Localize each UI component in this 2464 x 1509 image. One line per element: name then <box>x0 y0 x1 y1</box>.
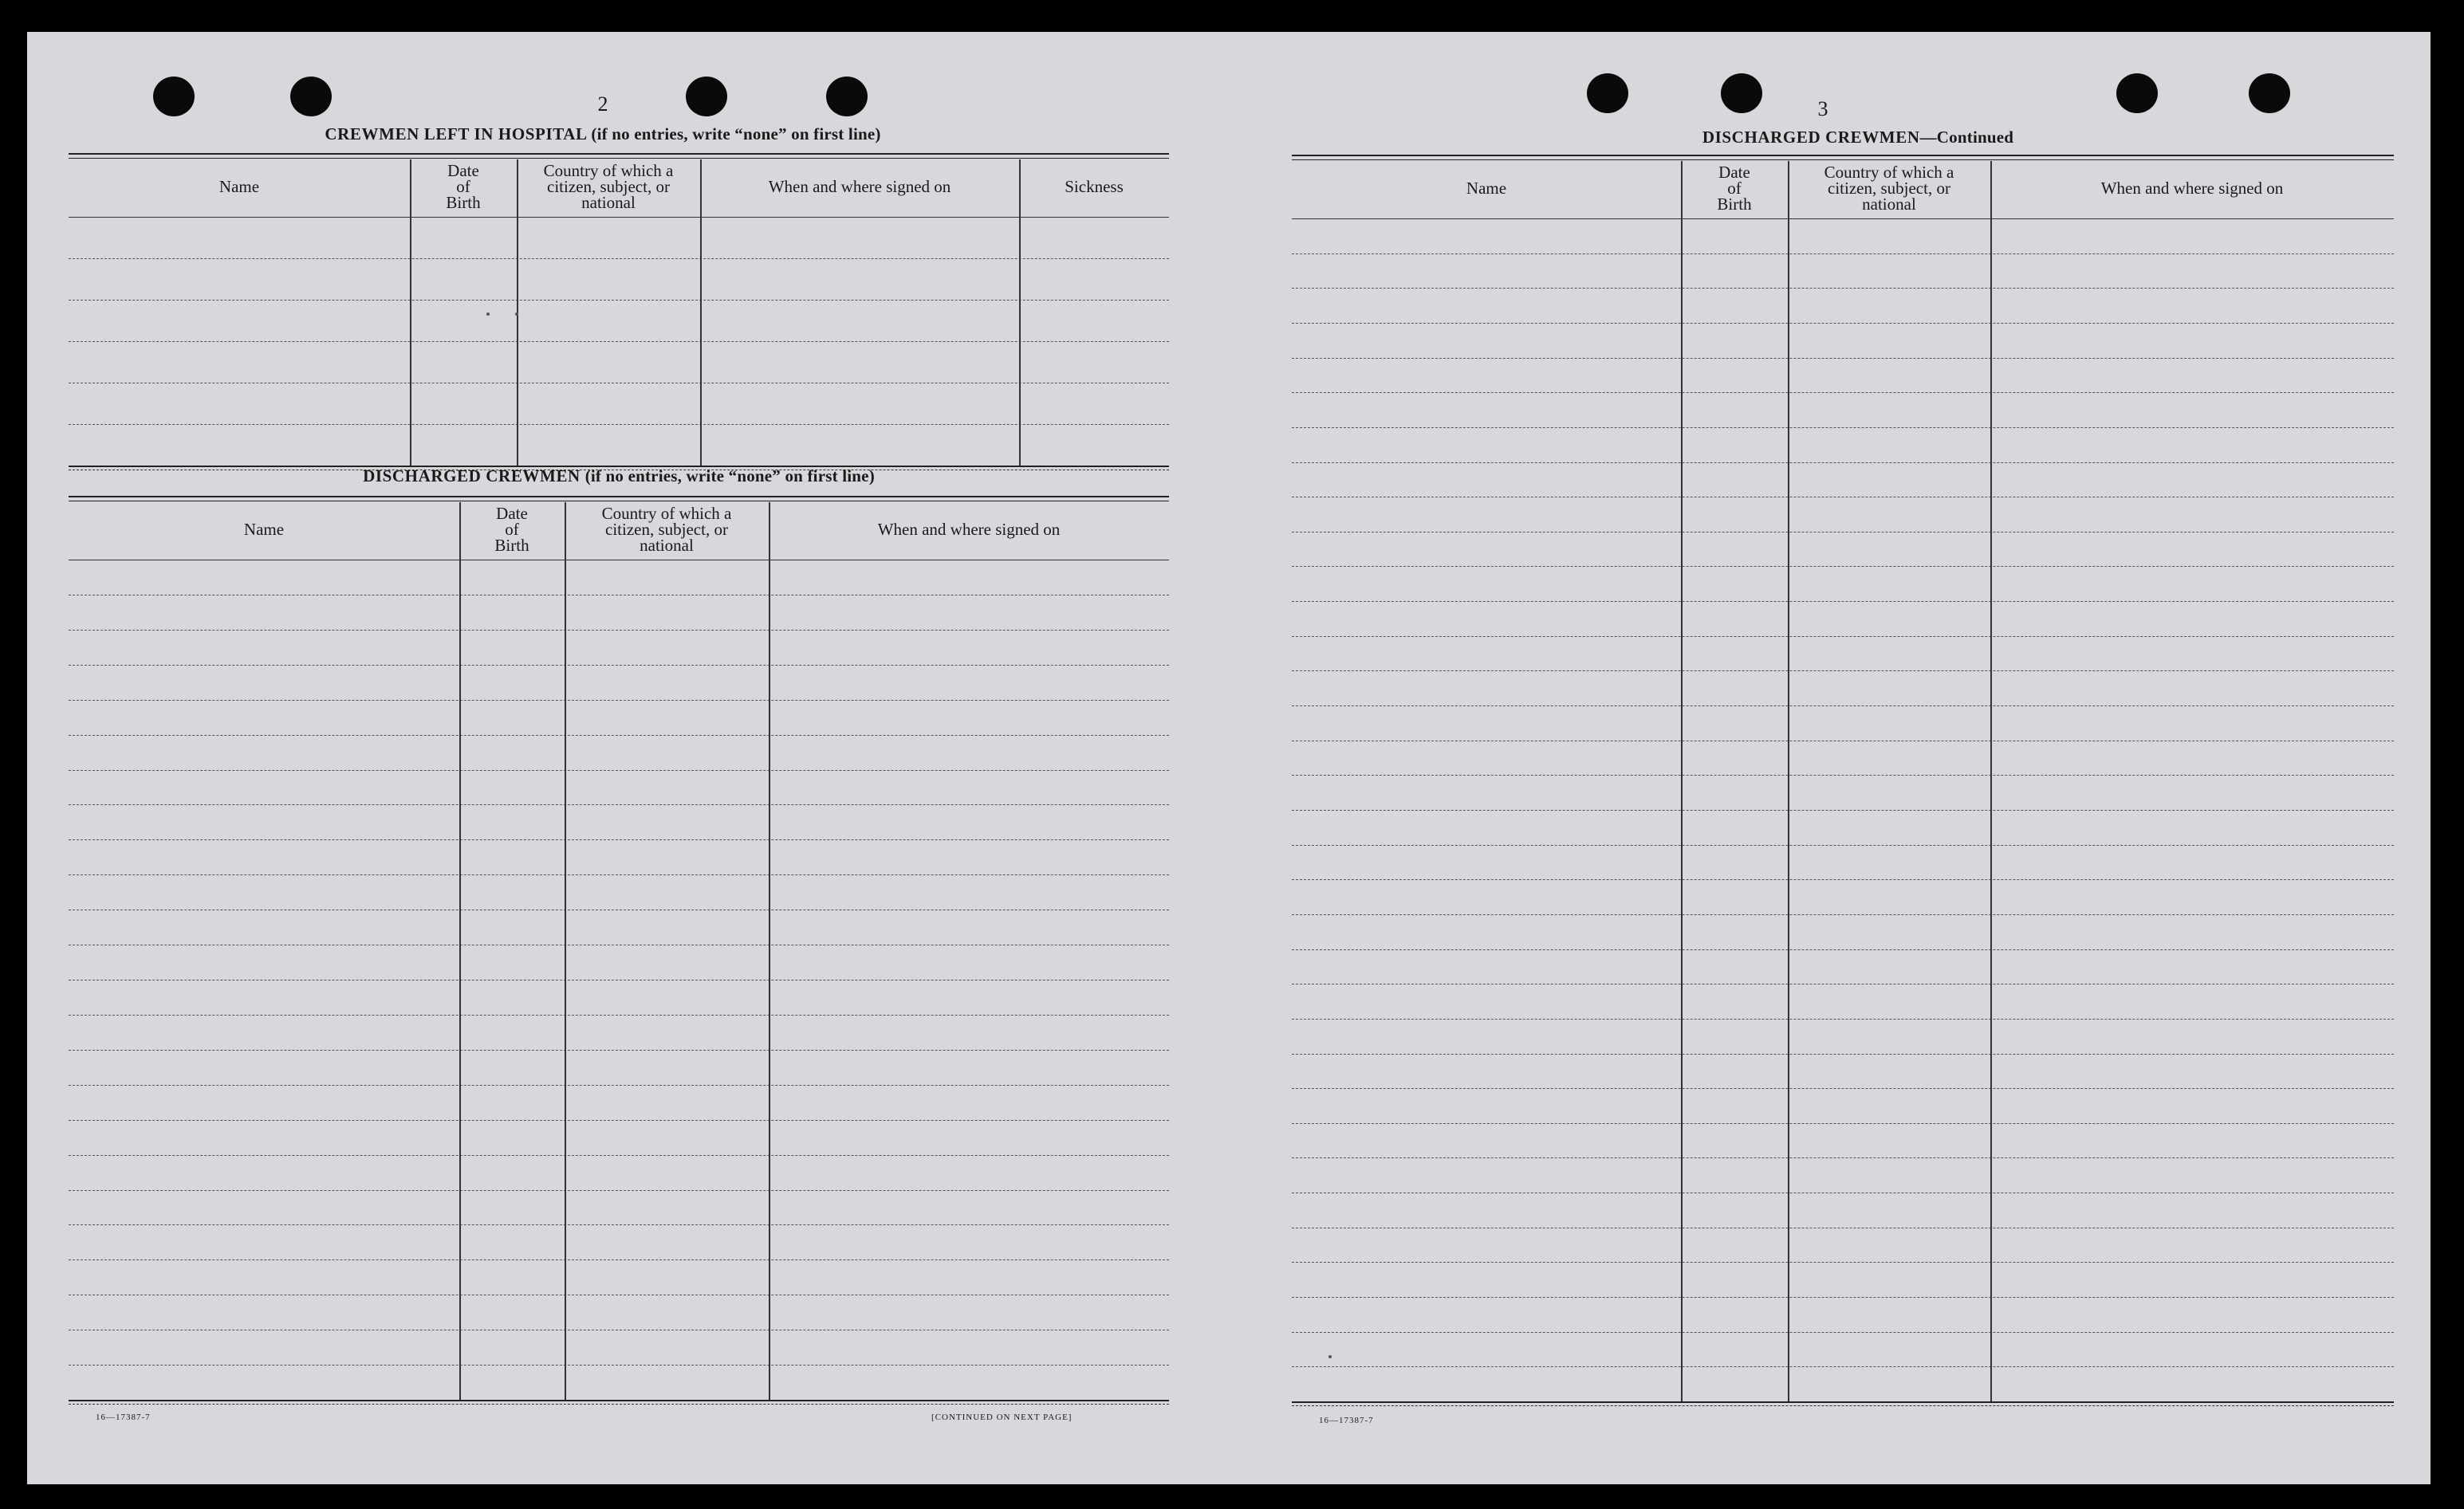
row-rule <box>1292 949 2394 950</box>
punch-hole <box>2116 73 2158 113</box>
punch-hole <box>1587 73 1628 113</box>
row-rule <box>69 735 1169 736</box>
row-rule <box>69 1155 1169 1156</box>
column-header: Country of which a citizen, subject, or national <box>543 161 674 212</box>
table-bottom-rule <box>69 1400 1169 1401</box>
row-rule <box>1292 1262 2394 1263</box>
column-header: Country of which a citizen, subject, or national <box>1824 163 1954 214</box>
continued-note: [CONTINUED ON NEXT PAGE] <box>931 1413 1073 1422</box>
row-rule <box>1292 427 2394 428</box>
column-header: Name <box>1466 179 1507 198</box>
row-rule <box>1292 1157 2394 1158</box>
row-rule <box>69 839 1169 840</box>
punch-hole <box>1721 73 1762 113</box>
row-rule <box>1292 1088 2394 1089</box>
row-rule <box>1292 253 2394 254</box>
row-rule <box>69 341 1169 342</box>
stray-mark <box>1328 1355 1332 1358</box>
row-rule <box>69 1190 1169 1191</box>
row-rule <box>1292 1297 2394 1298</box>
row-rule <box>1292 914 2394 915</box>
column-header: Date of Birth <box>446 161 481 212</box>
form-sheet <box>27 32 2431 1484</box>
punch-hole <box>826 77 868 116</box>
row-rule <box>69 258 1169 259</box>
punch-hole <box>153 77 195 116</box>
row-rule <box>1292 1123 2394 1124</box>
row-rule <box>1292 358 2394 359</box>
column-divider <box>565 502 566 1400</box>
punch-hole <box>290 77 332 116</box>
continued-title-suffix: —Continued <box>1919 128 2014 147</box>
column-divider <box>769 502 770 1400</box>
row-rule <box>1292 810 2394 811</box>
row-rule <box>69 804 1169 805</box>
column-header: Sickness <box>1065 177 1124 196</box>
page-number-left: 2 <box>597 92 608 116</box>
column-divider <box>1681 161 1683 1401</box>
hospital-section-title <box>69 124 1137 144</box>
row-rule <box>69 1365 1169 1366</box>
row-rule <box>1292 601 2394 602</box>
row-rule <box>69 665 1169 666</box>
column-header: When and where signed on <box>768 177 951 196</box>
row-rule <box>1292 1332 2394 1333</box>
punch-hole <box>686 77 727 116</box>
column-header: Date of Birth <box>494 504 529 555</box>
column-header: Name <box>218 177 260 196</box>
table-top-rule <box>1292 155 2394 156</box>
header-bottom-rule <box>1292 218 2394 219</box>
column-divider <box>459 502 461 1400</box>
discharged-continued-table <box>1292 155 2394 1408</box>
stray-mark <box>486 312 490 316</box>
row-rule <box>69 700 1169 701</box>
hospital-table <box>69 153 1169 472</box>
form-number-left: 16—17387-7 <box>96 1413 151 1422</box>
column-header: Name <box>243 520 285 539</box>
hospital-title-text: CREWMEN LEFT IN HOSPITAL <box>325 124 587 143</box>
table-bottom-rule <box>1292 1401 2394 1403</box>
row-rule <box>1292 566 2394 567</box>
discharged-table <box>69 496 1169 1406</box>
discharged-continued-title <box>1292 128 2424 147</box>
discharged-title-text: DISCHARGED CREWMEN <box>363 466 581 485</box>
row-rule <box>69 1259 1169 1260</box>
row-rule <box>69 1050 1169 1051</box>
table-bottom-rule <box>69 1404 1169 1405</box>
table-top-rule <box>69 158 1169 159</box>
column-divider <box>1990 161 1992 1401</box>
row-rule <box>69 424 1169 425</box>
row-rule <box>69 1015 1169 1016</box>
table-top-rule <box>69 153 1169 155</box>
row-rule <box>69 1224 1169 1225</box>
table-top-rule <box>1292 159 2394 160</box>
column-header: Date of Birth <box>1717 163 1752 214</box>
row-rule <box>69 874 1169 875</box>
column-header: When and where signed on <box>2100 179 2284 198</box>
row-rule <box>69 300 1169 301</box>
table-top-rule <box>69 496 1169 497</box>
row-rule <box>1292 879 2394 880</box>
row-rule <box>69 770 1169 771</box>
page-number-right: 3 <box>1817 97 1828 120</box>
row-rule <box>1292 392 2394 393</box>
form-number-right: 16—17387-7 <box>1319 1416 1374 1425</box>
row-rule <box>1292 323 2394 324</box>
row-rule <box>1292 462 2394 463</box>
discharged-title-note: (if no entries, write “none” on first line) <box>585 466 875 485</box>
continued-title-text: DISCHARGED CREWMEN <box>1702 128 1920 147</box>
row-rule <box>1292 670 2394 671</box>
row-rule <box>1292 288 2394 289</box>
row-rule <box>69 630 1169 631</box>
row-rule <box>69 1120 1169 1121</box>
column-header: Country of which a citizen, subject, or national <box>601 504 732 555</box>
header-bottom-rule <box>69 217 1169 218</box>
row-rule <box>1292 1019 2394 1020</box>
column-divider <box>1788 161 1789 1401</box>
hospital-title-note: (if no entries, write “none” on first line) <box>591 124 881 143</box>
row-rule <box>69 1085 1169 1086</box>
row-rule <box>1292 845 2394 846</box>
punch-hole <box>2249 73 2290 113</box>
table-bottom-rule <box>1292 1405 2394 1406</box>
column-header: When and where signed on <box>877 520 1061 539</box>
row-rule <box>1292 775 2394 776</box>
row-rule <box>1292 705 2394 706</box>
row-rule <box>1292 1366 2394 1367</box>
row-rule <box>1292 1054 2394 1055</box>
discharged-section-title <box>69 466 1169 486</box>
stray-mark <box>515 312 518 316</box>
row-rule <box>1292 636 2394 637</box>
